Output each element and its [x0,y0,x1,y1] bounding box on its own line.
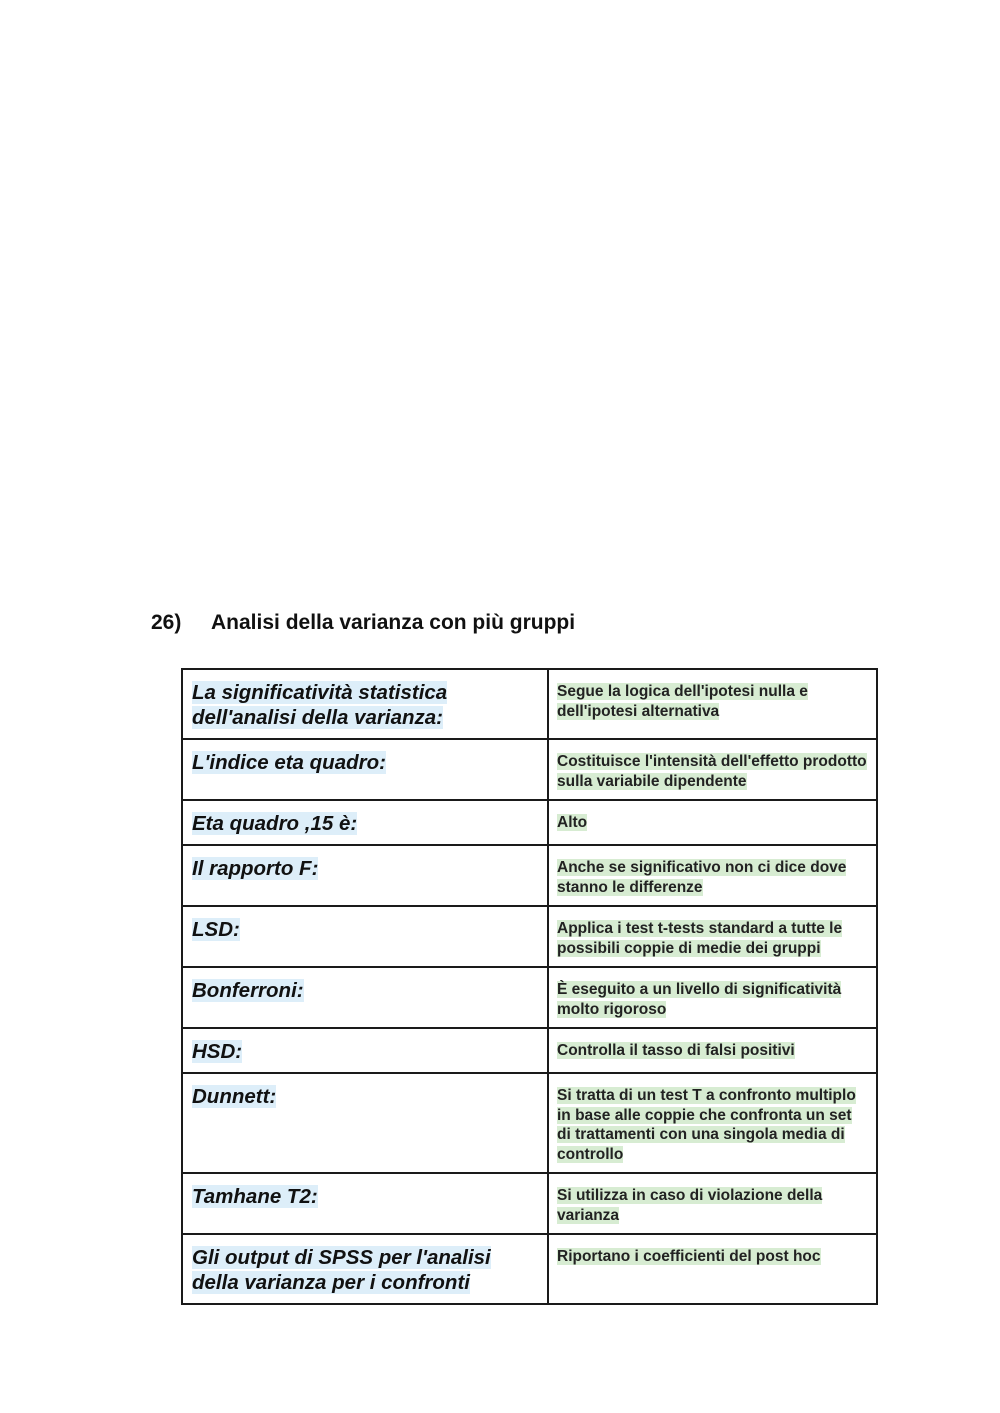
question-cell [182,1028,548,1073]
question-cell [182,906,548,967]
answer-cell [548,669,877,739]
answer-text: Si tratta di un test T a confronto multiplo in base alle coppie che confronta un set di trattamenti con una singola media di controllo [557,1087,856,1163]
table-row [182,800,877,845]
answer-text: Anche se significativo non ci dice dove stanno le differenze [557,859,847,896]
answer-cell [548,1173,877,1234]
answer-text: Si utilizza in caso di violazione della varianza [557,1187,823,1224]
table-row [182,1234,877,1304]
question-cell [182,739,548,800]
table-row [182,1173,877,1234]
question-cell [182,1234,548,1304]
table-row [182,967,877,1028]
table-row [182,1073,877,1173]
question-text: L'indice eta quadro: [192,751,386,774]
question-cell [182,845,548,906]
table-row [182,845,877,906]
answer-cell [548,800,877,845]
question-text: Bonferroni: [192,979,304,1002]
table-row [182,739,877,800]
answer-text: È eseguito a un livello di significatività molto rigoroso [557,981,842,1018]
question-cell [182,1173,548,1234]
section-number: 26) [151,611,182,634]
answer-cell [548,1234,877,1304]
answer-cell [548,1073,877,1173]
table-row [182,906,877,967]
question-cell [182,800,548,845]
question-cell [182,669,548,739]
section-title: Analisi della varianza con più gruppi [211,611,576,634]
question-text: Dunnett: [192,1085,277,1108]
table-row [182,669,877,739]
table-row [182,1028,877,1073]
question-text: HSD: [192,1040,243,1063]
qa-table [181,668,878,1305]
answer-text: Riportano i coefficienti del post hoc [557,1248,821,1265]
answer-text: Segue la logica dell'ipotesi nulla e dell'ipotesi alternativa [557,683,808,720]
answer-text: Alto [557,814,588,831]
section-heading [151,611,575,635]
question-text: LSD: [192,918,240,941]
question-text: Gli output di SPSS per l'analisi della varianza per i confronti [192,1246,491,1294]
answer-text: Controlla il tasso di falsi positivi [557,1042,795,1059]
answer-cell [548,739,877,800]
question-cell [182,1073,548,1173]
answer-cell [548,967,877,1028]
answer-text: Applica i test t-tests standard a tutte le possibili coppie di medie dei gruppi [557,920,843,957]
answer-cell [548,845,877,906]
question-cell [182,967,548,1028]
answer-cell [548,906,877,967]
answer-text: Costituisce l'intensità dell'effetto prodotto sulla variabile dipendente [557,753,867,790]
answer-cell [548,1028,877,1073]
question-text: La significatività statistica dell'analisi della varianza: [192,681,448,729]
question-text: Tamhane T2: [192,1185,318,1208]
question-text: Il rapporto F: [192,857,319,880]
question-text: Eta quadro ,15 è: [192,812,358,835]
